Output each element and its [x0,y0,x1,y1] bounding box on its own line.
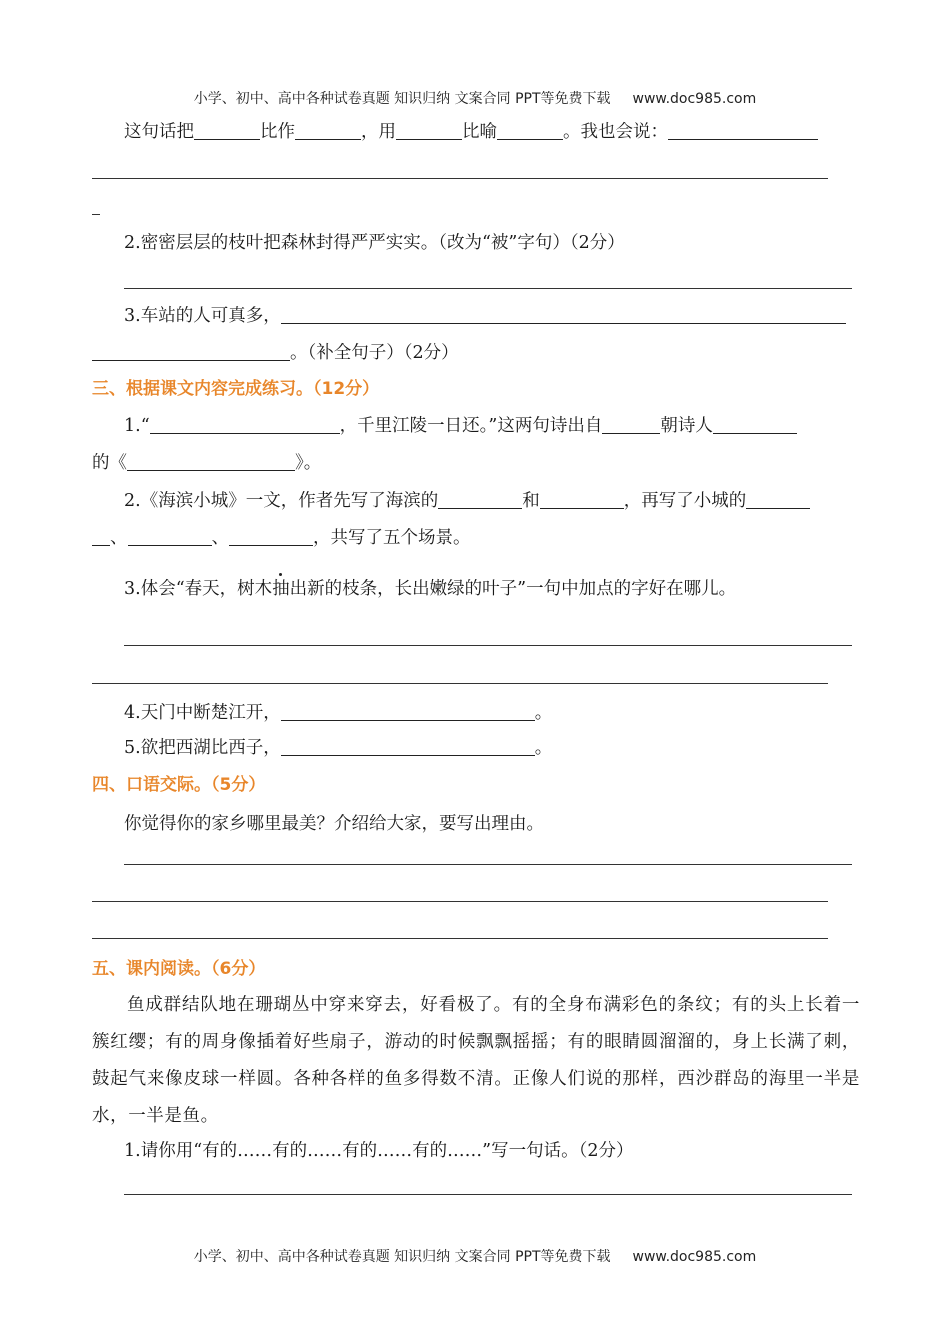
blank [746,490,810,509]
blank [602,415,660,434]
s3-q1-line2: 的《 》。 [92,453,322,473]
blank [396,121,462,140]
footer-text: 小学、初中、高中各种试卷真题 知识归纳 文案合同 PPT等免费下载 [193,1249,611,1265]
blank [150,415,340,434]
answer-line [92,214,100,215]
blank [194,121,260,140]
blank [497,121,563,140]
blank [92,342,290,361]
s4-prompt: 你觉得你的家乡哪里最美？介绍给大家，要写出理由。 [124,814,544,834]
blank [281,305,846,324]
answer-line [92,178,828,179]
blank [128,527,212,546]
blank [713,415,797,434]
answer-line [124,645,852,646]
section-3-title: 三、根据课文内容完成练习。（12分） [92,379,380,399]
blank [92,527,110,546]
blank [540,490,624,509]
answer-line [92,683,828,684]
reading-passage: 鱼成群结队地在珊瑚丛中穿来穿去，好看极了。有的全身布满彩色的条纹；有的头上长着一簇红缨；有的周身像插着好些扇子，游动的时候飘飘摇摇；有的眼睛圆溜溜的，身上长满了刺，鼓起气来像皮球一样圆。各种各样的鱼多得数不清。正像人们说的那样，西沙群岛的海里一半是水，一半是鱼。 [92,995,860,1126]
s2-q3-line2: 。（补全句子）（2分） [92,341,459,365]
s3-q3: 3.体会“春天，树木抽出新的枝条，长出嫩绿的叶子”一句中加点的字好在哪儿。 [124,579,737,599]
s5-q1: 1.请你用“有的……有的……有的……有的……”写一句话。（2分） [124,1141,634,1161]
answer-line [124,864,852,865]
answer-line [124,1194,852,1195]
emphasis-dot-char: 抽 [272,579,290,599]
blank [295,121,361,140]
s3-q2-line1: 2.《海滨小城》一文，作者先写了海滨的 和 ，再写了小城的 [124,489,810,513]
page-footer [0,1246,950,1266]
answer-line [124,288,852,289]
blank [668,121,818,140]
blank [229,527,313,546]
blank [438,490,522,509]
s2-q1-line: 这句话把 比作 ，用 比喻 。我也会说： [124,120,818,144]
section-5-title: 五、课内阅读。（6分） [92,959,266,979]
blank [281,737,535,756]
page-header [0,88,950,108]
s3-q2-line2: 、 、 ，共写了五个场景。 [92,526,471,550]
header-text: 小学、初中、高中各种试卷真题 知识归纳 文案合同 PPT等免费下载 [193,91,611,107]
s3-q4: 4.天门中断楚江开， 。 [124,703,553,723]
s3-q1-line1: 1.“ ，千里江陵一日还。”这两句诗出自 朝诗人 [124,414,797,438]
s2-q2: 2.密密层层的枝叶把森林封得严严实实。（改为“被”字句）（2分） [124,233,625,253]
section-4-title: 四、口语交际。（5分） [92,775,266,795]
answer-line [92,901,828,902]
answer-line [92,938,828,939]
header-site: www.doc985.com [632,91,757,107]
footer-site: www.doc985.com [632,1249,757,1265]
s3-q5: 5.欲把西湖比西子， 。 [124,738,553,758]
blank [281,702,535,721]
blank [127,452,295,471]
s2-q3-line1: 3.车站的人可真多， [124,304,846,328]
